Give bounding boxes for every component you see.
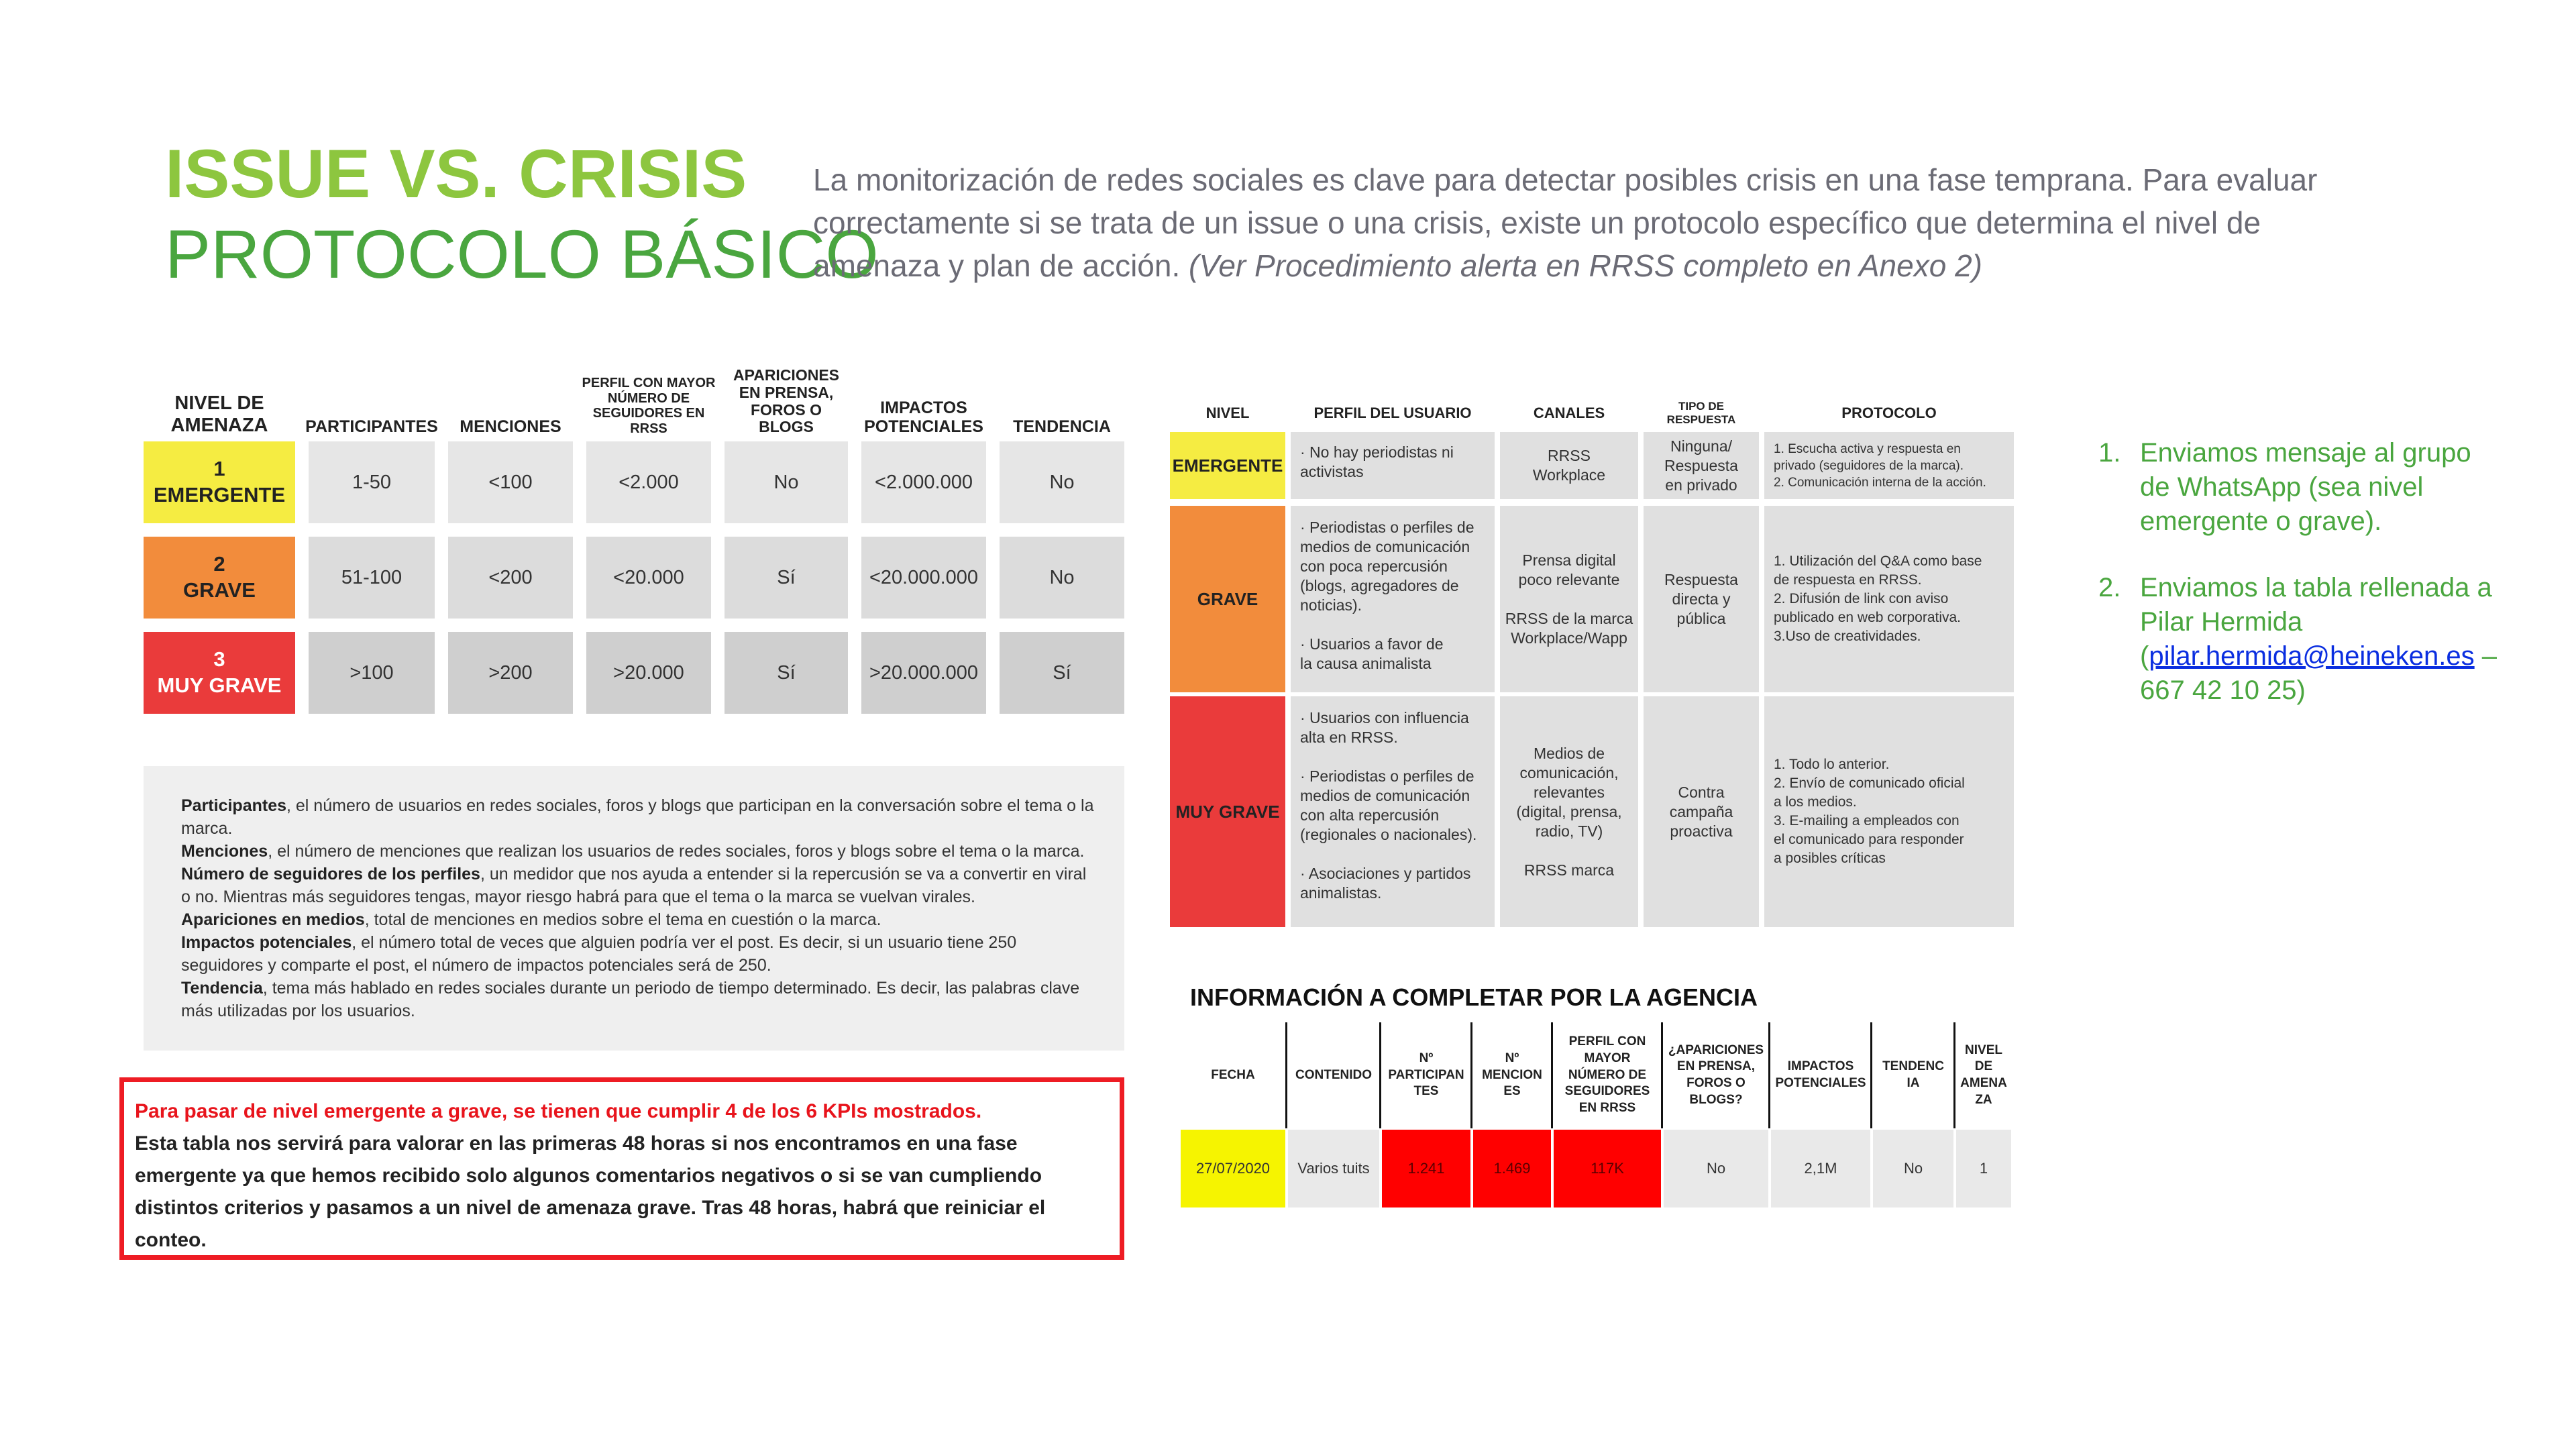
levels-table-cell: >20.000.000 [861,632,986,714]
levels-table-cell: No [1000,537,1124,619]
agency-header-cell: PERFIL CON MAYOR NÚMERO DE SEGUIDORES EN RRSS [1564,1034,1650,1116]
agency-header-cell: TENDENC IA [1882,1059,1944,1090]
definitions-text [181,794,1100,1022]
step-number: 1. [2098,438,2121,468]
levels-table-cell: <2.000.000 [861,441,986,523]
levels-table-cell: >200 [448,632,573,714]
protocol-cell-protocolo: 1. Escucha activa y respuesta en privado (seguidores de la marca). 2. Comunicación interna de la acción. [1764,432,2014,499]
levels-table-cell: >20.000 [586,632,711,714]
protocol-cell-protocolo: 1. Utilización del Q&A como base de respuesta en RRSS. 2. Difusión de link con aviso publicado en web corporativa. 3.Uso de creatividades. [1764,506,2014,692]
definition-text: , el número de menciones que realizan los usuarios de redes sociales, foros y blogs sobre el tema o la marca. [268,842,1085,861]
agency-data-cell: 27/07/2020 [1181,1130,1285,1208]
definition-item [181,908,1100,931]
agency-header-separator [1661,1022,1663,1128]
step-item [2098,436,2501,539]
agency-table-title: INFORMACIÓN A COMPLETAR POR LA AGENCIA [1190,983,1758,1011]
step-text: Enviamos mensaje al grupo de WhatsApp (sea nivel emergente o grave). [2140,438,2471,536]
protocol-cell-canales: RRSS Workplace [1500,432,1638,499]
protocol-cell-respuesta: Ninguna/ Respuesta en privado [1644,432,1759,499]
levels-table-cell: No [724,441,848,523]
definition-term: Menciones [181,842,268,861]
protocol-cell-perfil: · Periodistas o perfiles de medios de comunicación con poca repercusión (blogs, agregadores de noticias). · Usuarios a favor de la causa animalista [1291,506,1495,692]
level-label: MUY GRAVE [157,674,282,697]
definitions-box [144,766,1124,1051]
protocol-level-badge: MUY GRAVE [1170,696,1285,927]
levels-header-cell: MENCIONES [460,417,561,436]
criteria-highlight: Para pasar de nivel emergente a grave, se tienen que cumplir 4 de los 6 KPIs mostrados. [135,1100,982,1122]
definition-text: , total de menciones en medios sobre el tema en cuestión o la marca. [364,910,881,929]
definition-term: Participantes [181,796,287,815]
levels-header-cell: PERFIL CON MAYOR NÚMERO DE SEGUIDORES EN RRSS [582,376,716,436]
title-line-2: PROTOCOLO BÁSICO [165,216,879,292]
agency-data-cell: No [1664,1130,1768,1208]
agency-data-cell: 117K [1554,1130,1661,1208]
definition-term: Tendencia [181,979,263,998]
levels-header-cell: PARTICIPANTES [305,417,438,436]
levels-header-cell: NIVEL DE AMENAZA [170,392,268,436]
levels-header-cell: TENDENCIA [1013,417,1111,436]
agency-data-cell: 1.469 [1473,1130,1551,1208]
protocol-level-badge: EMERGENTE [1170,432,1285,499]
step-text-before: Enviamos la tabla rellenada a Pilar Hermida ( [2140,573,2492,671]
agency-header-cell: FECHA [1211,1067,1255,1082]
definition-text: , el número total de veces que alguien podría ver el post. Es decir, si un usuario tiene 250 seguidores y comparte el post, el número de impactos potenciales será de 250. [181,933,1017,975]
protocol-cell-canales: Medios de comunicación, relevantes (digital, prensa, radio, TV) RRSS marca [1500,696,1638,927]
agency-data-cell: 2,1M [1771,1130,1870,1208]
levels-table-cell: <20.000.000 [861,537,986,619]
intro-text: La monitorización de redes sociales es clave para detectar posibles crisis en una fase temprana. Para evaluar correctamente si se trata de un issue o una crisis, existe un protocolo específico que determina el nivel de amenaza y plan de acción. [813,162,2318,283]
definition-item [181,977,1100,1022]
protocol-level-badge: GRAVE [1170,506,1285,692]
agency-header-separator [1379,1022,1381,1128]
definition-text: , un medidor que nos ayuda a entender si la repercusión se va a convertir en viral o no. Mientras más seguidores tengas, mayor riesgo habrá para que el tema o la marca se vuelvan virales. [181,865,1087,906]
agency-header-cell: ¿APARICIONES EN PRENSA, FOROS O BLOGS? [1668,1042,1764,1107]
levels-table-cell: Sí [724,632,848,714]
definition-term: Impactos potenciales [181,933,352,952]
protocol-cell-canales: Prensa digital poco relevante RRSS de la marca Workplace/Wapp [1500,506,1638,692]
protocol-header-cell: NIVEL [1205,405,1250,421]
definition-item [181,794,1100,840]
protocol-cell-respuesta: Contra campaña proactiva [1644,696,1759,927]
agency-header-separator [1768,1022,1770,1128]
definition-term: Apariciones en medios [181,910,365,929]
agency-header-separator [1870,1022,1872,1128]
levels-table-cell: 1-50 [309,441,435,523]
definition-text: , el número de usuarios en redes sociales, foros y blogs que participan en la conversación sobre el tema o la marca. [181,796,1094,838]
title-line-1: ISSUE VS. CRISIS [165,136,747,212]
agency-header-cell: NIVEL DE AMENA ZA [1960,1042,2007,1107]
agency-header-cell: CONTENIDO [1295,1067,1372,1082]
protocol-header-cell: PROTOCOLO [1841,405,1937,421]
protocol-cell-perfil: · Usuarios con influencia alta en RRSS. · Periodistas o perfiles de medios de comunicación con alta repercusión (regionales o nacionales). · Asociaciones y partidos animalistas. [1291,696,1495,927]
agency-data-cell: 1 [1956,1130,2011,1208]
agency-header-cell: Nº MENCION ES [1482,1051,1542,1099]
agency-header-separator [1470,1022,1472,1128]
levels-header-cell: APARICIONES EN PRENSA, FOROS O BLOGS [733,366,840,436]
agency-header-separator [1285,1022,1287,1128]
level-label: GRAVE [183,578,256,602]
levels-table-cell: <2.000 [586,441,711,523]
levels-header-cell: IMPACTOS POTENCIALES [864,398,983,436]
protocol-cell-protocolo: 1. Todo lo anterior. 2. Envío de comunicado oficial a los medios. 3. E-mailing a empleados con el comunicado para responder a posibles críticas [1764,696,2014,927]
criteria-note-box [119,1077,1124,1260]
agency-data-cell: 1.241 [1382,1130,1470,1208]
agency-header-cell: IMPACTOS POTENCIALES [1775,1059,1866,1090]
protocol-header-cell: PERFIL DEL USUARIO [1313,405,1472,421]
agency-data-cell: Varios tuits [1288,1130,1379,1208]
definition-term: Número de seguidores de los perfiles [181,865,480,883]
level-badge [144,537,295,619]
levels-table-cell: No [1000,441,1124,523]
levels-table-cell: Sí [1000,632,1124,714]
level-number: 1 [213,457,225,481]
email-link[interactable]: pilar.hermida@heineken.es [2149,641,2475,671]
protocol-header-cell: TIPO DE RESPUESTA [1666,400,1736,426]
steps-list [2098,436,2501,740]
criteria-explanation: Esta tabla nos servirá para valorar en las primeras 48 horas si nos encontramos en una fase emergente ya que hemos recibido solo algunos comentarios negativos o si se van cumpliendo distintos criterios y pasamos a un nivel de amenaza grave. Tras 48 horas, habrá que reiniciar el conteo. [135,1132,1046,1251]
agency-header-separator [1551,1022,1553,1128]
levels-table-cell: <200 [448,537,573,619]
step-item [2098,571,2501,708]
step-number: 2. [2098,573,2121,602]
definition-text: , tema más hablado en redes sociales durante un periodo de tiempo determinado. Es decir, las palabras clave más utilizadas por los usuarios. [181,979,1080,1020]
definition-item [181,840,1100,863]
protocol-cell-perfil: · No hay periodistas ni activistas [1291,432,1495,499]
protocol-cell-respuesta: Respuesta directa y pública [1644,506,1759,692]
protocol-header-cell: CANALES [1533,405,1605,421]
level-label: EMERGENTE [153,483,286,506]
level-number: 2 [213,552,225,576]
criteria-note-text [135,1095,1108,1256]
level-badge [144,441,295,523]
definition-item [181,863,1100,908]
intro-italic: (Ver Procedimiento alerta en RRSS completo en Anexo 2) [1189,248,1982,283]
agency-header-cell: Nº PARTICIPAN TES [1388,1051,1464,1099]
levels-table-cell: >100 [309,632,435,714]
levels-table-cell: Sí [724,537,848,619]
step-text-after: – 667 42 10 25) [2140,641,2498,705]
levels-table-cell: <100 [448,441,573,523]
agency-data-cell: No [1873,1130,1953,1208]
definition-item [181,931,1100,977]
levels-table-cell: <20.000 [586,537,711,619]
agency-header-separator [1953,1022,1955,1128]
intro-paragraph [813,158,2369,287]
level-number: 3 [213,647,225,672]
levels-table-cell: 51-100 [309,537,435,619]
level-badge [144,632,295,714]
